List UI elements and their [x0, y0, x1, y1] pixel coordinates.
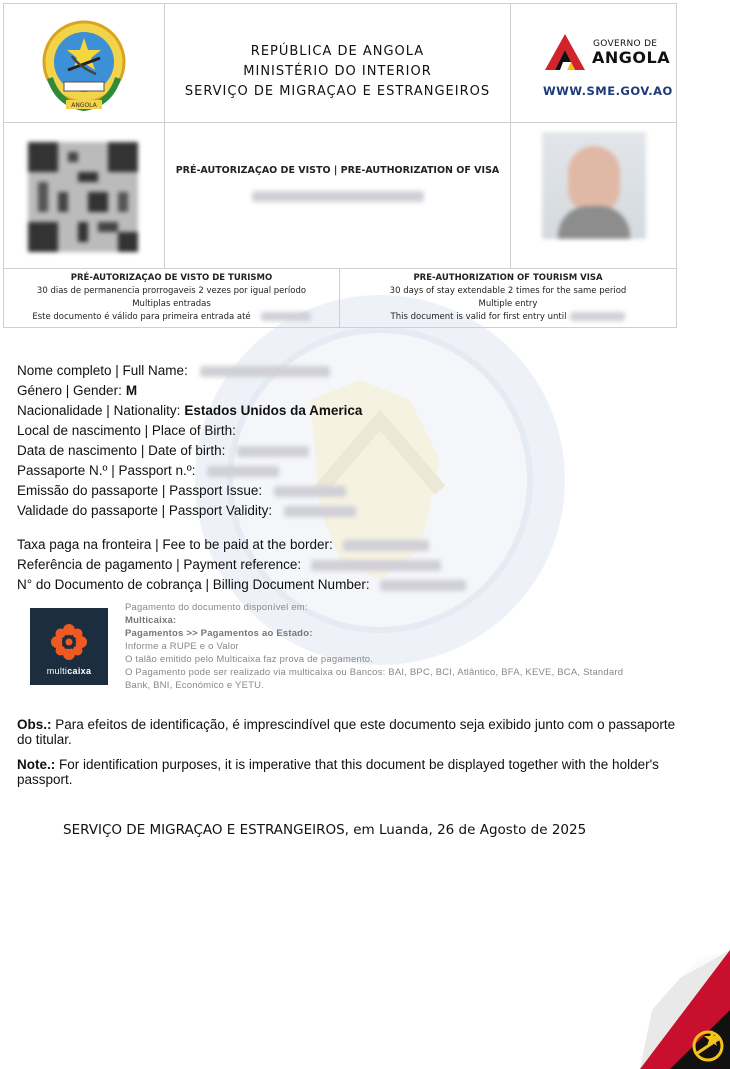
multicaixa-text-b: caixa	[67, 666, 92, 676]
full-name-label: Nome completo | Full Name:	[17, 363, 188, 378]
divider	[3, 122, 677, 123]
payment-line5: O talão emitido pelo Multicaixa faz prova de pagamento.	[125, 654, 374, 665]
obs-label: Obs.:	[17, 717, 52, 732]
governo-angola-logo	[545, 34, 670, 72]
terms-pt-title: PRÉ-AUTORIZAÇAO DE VISTO DE TURISMO	[70, 273, 273, 283]
payment-line4: Informe a RUPE e o Valor	[125, 641, 239, 652]
payment-reference-redacted	[311, 560, 441, 571]
fee-label: Taxa paga na fronteira | Fee to be paid at the border:	[17, 537, 333, 552]
passport-validity-redacted	[284, 506, 356, 517]
page-curl-flag	[640, 950, 730, 1069]
gender-value: M	[125, 383, 138, 398]
passport-validity-label: Validade do passaporte | Passport Validity:	[17, 503, 273, 518]
entry-date-redacted	[570, 312, 625, 321]
fee-redacted	[343, 540, 429, 551]
payment-line1: Pagamento do documento disponível em:	[125, 602, 308, 613]
birth-place-label: Local de nascimento | Place of Birth:	[17, 423, 236, 438]
note-label: Note.:	[17, 757, 56, 772]
passport-issue-redacted	[274, 486, 346, 497]
entry-date-redacted	[261, 312, 311, 321]
payment-line2: Multicaixa:	[125, 615, 177, 626]
terms-en-line3: This document is valid for first entry until	[390, 312, 567, 322]
header-title-ministry: MINISTÉRIO DO INTERIOR	[243, 64, 432, 79]
multicaixa-flower-icon	[49, 622, 89, 662]
obs-text: Para efeitos de identificação, é imprescindível que este documento seja exibido junto com o passaporte do titular.	[17, 717, 676, 747]
visa-number-redacted	[252, 191, 424, 202]
header-title-republic: REPÚBLICA DE ANGOLA	[250, 44, 425, 59]
payment-line6: O Pagamento pode ser realizado via multicaixa ou Bancos: BAI, BPC, BCI, Atlântico, BFA, KEVE, BCA, Standard	[125, 667, 624, 678]
terms-pt-line1: 30 dias de permanencia prorrogaveis 2 vezes por igual período	[36, 286, 307, 296]
terms-en-title: PRE-AUTHORIZATION OF TOURISM VISA	[413, 273, 603, 283]
governo-angola-mark-icon	[545, 34, 589, 72]
qr-code	[28, 142, 138, 252]
billing-document-redacted	[380, 580, 466, 591]
gov-logo-line1: GOVERNO DE	[593, 39, 658, 49]
divider	[3, 268, 677, 269]
nationality-label: Nacionalidade | Nationality:	[17, 403, 181, 418]
passport-issue-label: Emissão do passaporte | Passport Issue:	[17, 483, 263, 498]
nationality-value: Estados Unidos da America	[184, 403, 363, 418]
multicaixa-logo	[30, 608, 108, 685]
visa-title: PRÉ-AUTORIZAÇAO DE VISTO | PRE-AUTHORIZATION OF VISA	[175, 165, 500, 176]
angola-emblem-icon	[38, 18, 130, 116]
website-link[interactable]: WWW.SME.GOV.AO	[543, 84, 673, 98]
divider	[510, 3, 511, 268]
holder-photo	[542, 132, 646, 239]
emblem-label: ANGOLA	[71, 102, 97, 109]
gov-logo-line2: ANGOLA	[592, 48, 671, 67]
passport-number-redacted	[207, 466, 279, 477]
terms-en-line1: 30 days of stay extendable 2 times for the same period	[389, 286, 627, 296]
note-text: For identification purposes, it is imperative that this document be displayed together with the holder's passport.	[17, 757, 659, 787]
payment-line7: Bank, BNI, Económico e YETU.	[125, 680, 265, 691]
billing-document-label: N° do Documento de cobrança | Billing Document Number:	[17, 577, 370, 592]
gender-label: Género | Gender:	[17, 383, 122, 398]
terms-pt-line3: Este documento é válido para primeira entrada até	[32, 312, 251, 322]
terms-pt-line2: Multiplas entradas	[132, 299, 211, 309]
payment-reference-label: Referência de pagamento | Payment reference:	[17, 557, 302, 572]
birth-date-redacted	[237, 446, 309, 457]
payment-line3: Pagamentos >> Pagamentos ao Estado:	[125, 628, 313, 639]
multicaixa-text-a: multi	[46, 666, 68, 676]
passport-number-label: Passaporte N.º | Passport n.º:	[17, 463, 196, 478]
header-title-service: SERVIÇO DE MIGRAÇAO E ESTRANGEIROS	[184, 84, 491, 99]
terms-en-line2: Multiple entry	[478, 299, 538, 309]
footer-issuance: SERVIÇO DE MIGRAÇAO E ESTRANGEIROS, em Luanda, 26 de Agosto de 2025	[63, 822, 587, 838]
birth-date-label: Data de nascimento | Date of birth:	[17, 443, 226, 458]
full-name-redacted	[200, 366, 330, 377]
